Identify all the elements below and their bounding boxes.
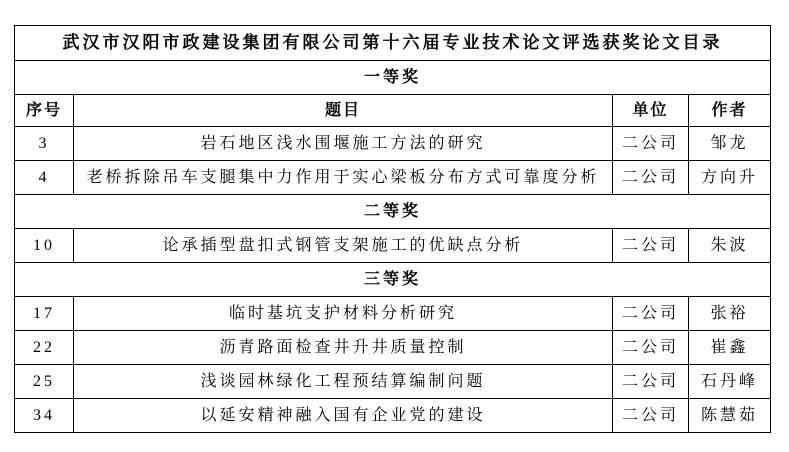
cell-author: 张裕 [689, 297, 771, 331]
cell-author: 方向升 [689, 161, 771, 195]
table-row [15, 331, 771, 365]
cell-unit: 二公司 [613, 229, 689, 263]
cell-title: 论承插型盘扣式钢管支架施工的优缺点分析 [74, 229, 613, 263]
table-row [15, 365, 771, 399]
cell-title: 以延安精神融入国有企业党的建设 [74, 399, 613, 433]
cell-no: 3 [15, 127, 74, 161]
table-header-row [15, 95, 771, 127]
cell-title: 沥青路面检查井升井质量控制 [74, 331, 613, 365]
cell-unit: 二公司 [613, 127, 689, 161]
cell-no: 22 [15, 331, 74, 365]
table-row [15, 127, 771, 161]
cell-no: 34 [15, 399, 74, 433]
cell-author: 崔鑫 [689, 331, 771, 365]
cell-no: 25 [15, 365, 74, 399]
col-header-title: 题目 [74, 95, 613, 127]
cell-title: 临时基坑支护材料分析研究 [74, 297, 613, 331]
award-section-third [15, 263, 771, 297]
table-row [15, 229, 771, 263]
cell-unit: 二公司 [613, 399, 689, 433]
cell-author: 陈慧茹 [689, 399, 771, 433]
col-header-author: 作者 [689, 95, 771, 127]
cell-unit: 二公司 [613, 161, 689, 195]
award-section-first [15, 61, 771, 95]
cell-title: 浅谈园林绿化工程预结算编制问题 [74, 365, 613, 399]
table-title: 武汉市汉阳市政建设集团有限公司第十六届专业技术论文评选获奖论文目录 [15, 26, 771, 61]
cell-author: 石丹峰 [689, 365, 771, 399]
table-row [15, 297, 771, 331]
cell-no: 4 [15, 161, 74, 195]
cell-author: 朱波 [689, 229, 771, 263]
award-label-first: 一等奖 [15, 61, 771, 95]
table-row [15, 161, 771, 195]
cell-title: 老桥拆除吊车支腿集中力作用于实心梁板分布方式可靠度分析 [74, 161, 613, 195]
cell-no: 17 [15, 297, 74, 331]
table-row [15, 399, 771, 433]
col-header-unit: 单位 [613, 95, 689, 127]
cell-unit: 二公司 [613, 331, 689, 365]
cell-unit: 二公司 [613, 365, 689, 399]
award-label-third: 三等奖 [15, 263, 771, 297]
award-paper-table [14, 25, 771, 433]
cell-author: 邹龙 [689, 127, 771, 161]
award-label-second: 二等奖 [15, 195, 771, 229]
table-title-row [15, 26, 771, 61]
col-header-no: 序号 [15, 95, 74, 127]
cell-unit: 二公司 [613, 297, 689, 331]
cell-no: 10 [15, 229, 74, 263]
award-section-second [15, 195, 771, 229]
cell-title: 岩石地区浅水围堰施工方法的研究 [74, 127, 613, 161]
